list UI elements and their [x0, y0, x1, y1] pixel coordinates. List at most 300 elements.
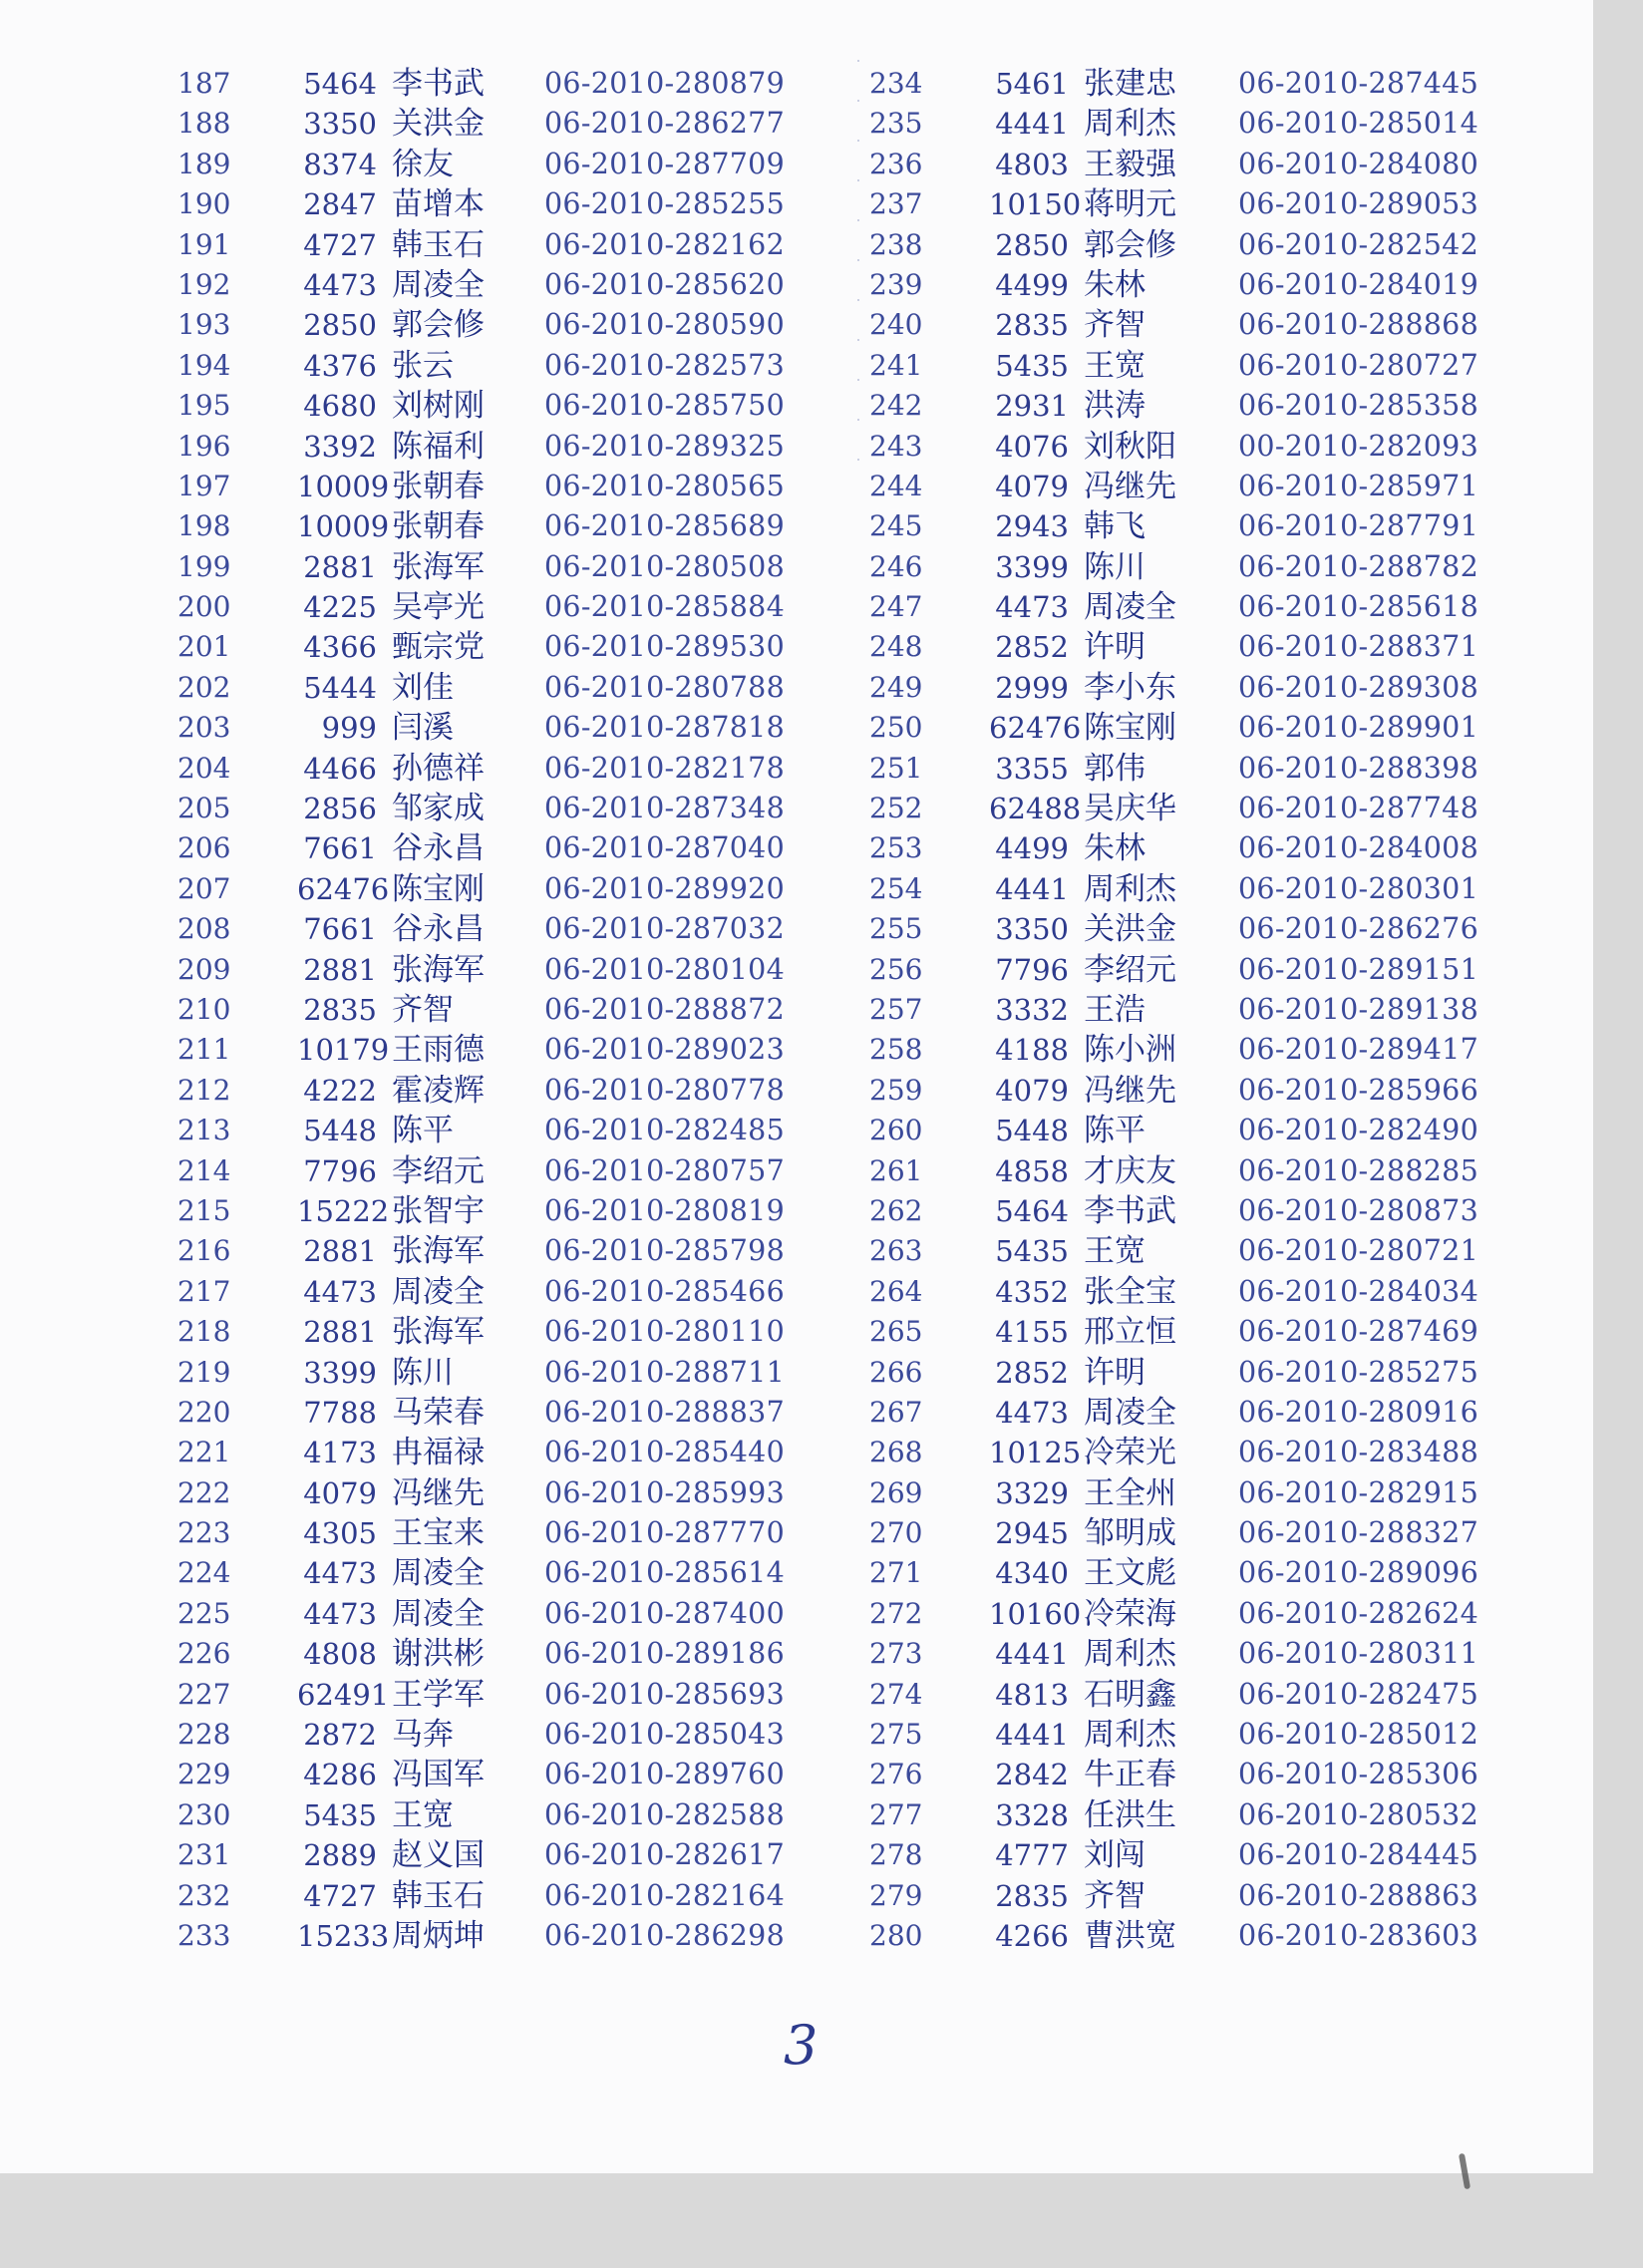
row-person-name: 周凌全 [392, 1273, 485, 1310]
row-id-number: 62476 [297, 871, 390, 906]
row-reference-code: 06-2010-289053 [1238, 187, 1479, 221]
row-sequence-number: 229 [177, 1758, 231, 1791]
row-reference-code: 06-2010-286277 [544, 107, 786, 141]
row-person-name: 陈平 [392, 1113, 454, 1149]
row-person-name: 张朝春 [392, 468, 485, 504]
row-reference-code: 06-2010-285966 [1238, 1073, 1479, 1107]
row-sequence-number: 237 [869, 187, 923, 221]
row-reference-code: 06-2010-284008 [1238, 831, 1479, 865]
row-person-name: 谷永昌 [392, 911, 485, 948]
row-id-number: 999 [321, 711, 377, 746]
row-id-number: 3392 [303, 429, 377, 464]
row-person-name: 周利杰 [1084, 1717, 1176, 1754]
row-sequence-number: 260 [869, 1114, 923, 1147]
row-sequence-number: 190 [177, 187, 231, 221]
row-reference-code: 06-2010-289151 [1238, 952, 1479, 986]
row-reference-code: 06-2010-288371 [1238, 630, 1479, 664]
row-id-number: 2835 [995, 308, 1069, 343]
row-sequence-number: 226 [177, 1637, 231, 1671]
row-sequence-number: 201 [177, 630, 231, 664]
row-reference-code: 06-2010-285466 [544, 1274, 786, 1308]
row-reference-code: 06-2010-286276 [1238, 912, 1479, 946]
row-person-name: 齐智 [392, 991, 454, 1028]
row-id-number: 2889 [303, 1838, 377, 1873]
handwritten-page-number: 3 [784, 2014, 819, 2077]
row-id-number: 2850 [995, 227, 1069, 262]
row-id-number: 7796 [995, 952, 1069, 987]
row-person-name: 张云 [392, 347, 454, 384]
row-sequence-number: 235 [869, 107, 923, 141]
row-reference-code: 06-2010-285884 [544, 590, 786, 624]
row-reference-code: 06-2010-285693 [544, 1677, 786, 1711]
row-id-number: 5435 [303, 1797, 377, 1832]
row-person-name: 石明鑫 [1084, 1676, 1176, 1713]
row-sequence-number: 242 [869, 389, 923, 423]
row-sequence-number: 203 [177, 711, 231, 745]
row-reference-code: 06-2010-282573 [544, 348, 786, 382]
row-person-name: 陈川 [1084, 548, 1146, 585]
row-person-name: 周凌全 [392, 1555, 485, 1592]
row-sequence-number: 270 [869, 1516, 923, 1550]
row-person-name: 刘树刚 [392, 388, 485, 425]
row-sequence-number: 249 [869, 670, 923, 704]
row-sequence-number: 246 [869, 549, 923, 583]
row-reference-code: 06-2010-280721 [1238, 1234, 1479, 1268]
row-id-number: 4366 [303, 630, 377, 665]
row-id-number: 7796 [303, 1153, 377, 1188]
row-id-number: 4079 [995, 469, 1069, 503]
row-reference-code: 06-2010-287032 [544, 912, 786, 946]
row-id-number: 4266 [995, 1918, 1069, 1953]
row-sequence-number: 230 [177, 1797, 231, 1831]
row-id-number: 4808 [303, 1637, 377, 1672]
row-sequence-number: 265 [869, 1315, 923, 1349]
row-sequence-number: 253 [869, 831, 923, 865]
row-id-number: 4222 [303, 1073, 377, 1108]
row-reference-code: 06-2010-288782 [1238, 549, 1479, 583]
row-sequence-number: 272 [869, 1596, 923, 1630]
row-person-name: 谷永昌 [392, 830, 485, 867]
row-sequence-number: 222 [177, 1475, 231, 1509]
row-sequence-number: 218 [177, 1315, 231, 1349]
row-reference-code: 06-2010-285440 [544, 1436, 786, 1469]
row-id-number: 3399 [303, 1355, 377, 1390]
row-reference-code: 06-2010-285750 [544, 389, 786, 423]
row-reference-code: 06-2010-280532 [1238, 1797, 1479, 1831]
row-reference-code: 06-2010-284080 [1238, 147, 1479, 180]
row-sequence-number: 264 [869, 1274, 923, 1308]
row-person-name: 周凌全 [1084, 1394, 1176, 1431]
row-sequence-number: 269 [869, 1475, 923, 1509]
row-sequence-number: 224 [177, 1556, 231, 1590]
row-person-name: 李绍元 [1084, 951, 1176, 988]
row-person-name: 冷荣光 [1084, 1435, 1176, 1471]
row-person-name: 周凌全 [392, 1595, 485, 1632]
row-person-name: 徐友 [392, 146, 454, 182]
row-reference-code: 06-2010-288837 [544, 1395, 786, 1429]
row-reference-code: 06-2010-287709 [544, 147, 786, 180]
row-sequence-number: 262 [869, 1193, 923, 1227]
row-reference-code: 06-2010-280873 [1238, 1193, 1479, 1227]
row-id-number: 2881 [303, 952, 377, 987]
row-id-number: 62491 [297, 1677, 390, 1712]
row-sequence-number: 206 [177, 831, 231, 865]
row-person-name: 霍凌辉 [392, 1072, 485, 1109]
row-id-number: 4155 [995, 1315, 1069, 1350]
row-sequence-number: 205 [177, 792, 231, 825]
row-id-number: 4473 [995, 1395, 1069, 1430]
row-id-number: 4858 [995, 1153, 1069, 1188]
row-id-number: 2881 [303, 1234, 377, 1269]
row-reference-code: 06-2010-286298 [544, 1918, 786, 1952]
row-id-number: 4473 [303, 1556, 377, 1591]
row-sequence-number: 244 [869, 469, 923, 502]
row-id-number: 2881 [303, 1315, 377, 1350]
row-id-number: 4727 [303, 227, 377, 262]
row-reference-code: 06-2010-289023 [544, 1033, 786, 1067]
row-person-name: 齐智 [1084, 1877, 1146, 1914]
row-id-number: 4499 [995, 267, 1069, 302]
row-id-number: 5444 [303, 670, 377, 705]
row-person-name: 韩飞 [1084, 508, 1146, 545]
row-person-name: 王全州 [1084, 1474, 1176, 1511]
row-reference-code: 06-2010-285012 [1238, 1718, 1479, 1752]
row-sequence-number: 213 [177, 1114, 231, 1147]
row-person-name: 李绍元 [392, 1152, 485, 1189]
row-id-number: 3328 [995, 1797, 1069, 1832]
row-id-number: 4813 [995, 1677, 1069, 1712]
row-id-number: 2850 [303, 308, 377, 343]
row-reference-code: 06-2010-280301 [1238, 871, 1479, 905]
row-sequence-number: 252 [869, 792, 923, 825]
row-id-number: 4803 [995, 147, 1069, 181]
row-id-number: 4340 [995, 1556, 1069, 1591]
row-id-number: 4499 [995, 831, 1069, 866]
row-id-number: 62476 [989, 711, 1082, 746]
row-person-name: 王宽 [1084, 1233, 1146, 1270]
row-sequence-number: 261 [869, 1153, 923, 1187]
row-person-name: 张智宇 [392, 1192, 485, 1229]
row-reference-code: 06-2010-280916 [1238, 1395, 1479, 1429]
row-person-name: 王宽 [1084, 347, 1146, 384]
row-sequence-number: 278 [869, 1838, 923, 1872]
row-sequence-number: 208 [177, 912, 231, 946]
row-person-name: 苗增本 [392, 186, 485, 223]
row-person-name: 周利杰 [1084, 870, 1176, 907]
row-person-name: 冷荣海 [1084, 1595, 1176, 1632]
row-person-name: 冯继先 [392, 1474, 485, 1511]
row-person-name: 张海军 [392, 951, 485, 988]
row-reference-code: 06-2010-282485 [544, 1114, 786, 1147]
row-id-number: 10150 [989, 187, 1082, 222]
row-id-number: 4441 [995, 1718, 1069, 1753]
row-sequence-number: 189 [177, 147, 231, 180]
row-sequence-number: 271 [869, 1556, 923, 1590]
row-sequence-number: 250 [869, 711, 923, 745]
row-sequence-number: 239 [869, 267, 923, 301]
row-id-number: 10160 [989, 1596, 1082, 1631]
row-person-name: 周利杰 [1084, 1636, 1176, 1673]
row-person-name: 冯继先 [1084, 1072, 1176, 1109]
row-sequence-number: 193 [177, 308, 231, 342]
row-person-name: 关洪金 [392, 106, 485, 143]
row-sequence-number: 209 [177, 952, 231, 986]
row-id-number: 2835 [995, 1878, 1069, 1913]
row-sequence-number: 259 [869, 1073, 923, 1107]
row-reference-code: 06-2010-287818 [544, 711, 786, 745]
row-person-name: 周利杰 [1084, 106, 1176, 143]
row-sequence-number: 200 [177, 590, 231, 624]
row-person-name: 王毅强 [1084, 146, 1176, 182]
row-person-name: 邢立恒 [1084, 1314, 1176, 1351]
row-id-number: 7788 [303, 1395, 377, 1430]
row-reference-code: 06-2010-285620 [544, 267, 786, 301]
row-id-number: 2881 [303, 549, 377, 584]
row-person-name: 刘秋阳 [1084, 428, 1176, 465]
row-person-name: 张海军 [392, 548, 485, 585]
row-sequence-number: 236 [869, 147, 923, 180]
row-reference-code: 06-2010-289308 [1238, 670, 1479, 704]
row-sequence-number: 233 [177, 1918, 231, 1952]
row-id-number: 4305 [303, 1516, 377, 1551]
row-sequence-number: 245 [869, 509, 923, 543]
row-id-number: 3350 [995, 912, 1069, 947]
row-person-name: 邹明成 [1084, 1515, 1176, 1552]
row-sequence-number: 228 [177, 1718, 231, 1752]
row-person-name: 马荣春 [392, 1394, 485, 1431]
row-sequence-number: 234 [869, 67, 923, 100]
row-reference-code: 06-2010-287469 [1238, 1315, 1479, 1349]
row-reference-code: 06-2010-285993 [544, 1475, 786, 1509]
row-id-number: 10009 [297, 509, 390, 544]
row-id-number: 15233 [297, 1918, 390, 1953]
row-id-number: 2943 [995, 509, 1069, 544]
row-sequence-number: 263 [869, 1234, 923, 1268]
row-sequence-number: 202 [177, 670, 231, 704]
row-person-name: 齐智 [1084, 307, 1146, 344]
row-reference-code: 06-2010-280778 [544, 1073, 786, 1107]
row-sequence-number: 275 [869, 1718, 923, 1752]
row-sequence-number: 241 [869, 348, 923, 382]
row-id-number: 3329 [995, 1475, 1069, 1510]
row-reference-code: 06-2010-280788 [544, 670, 786, 704]
row-person-name: 洪涛 [1084, 388, 1146, 425]
row-id-number: 5461 [995, 67, 1069, 101]
row-sequence-number: 216 [177, 1234, 231, 1268]
row-person-name: 关洪金 [1084, 911, 1176, 948]
row-reference-code: 06-2010-283603 [1238, 1918, 1479, 1952]
row-person-name: 王文彪 [1084, 1555, 1176, 1592]
row-id-number: 5448 [995, 1114, 1069, 1148]
row-person-name: 周凌全 [392, 266, 485, 303]
row-id-number: 4441 [995, 1637, 1069, 1672]
row-id-number: 2852 [995, 630, 1069, 665]
row-reference-code: 06-2010-288711 [544, 1355, 786, 1389]
row-sequence-number: 277 [869, 1797, 923, 1831]
row-reference-code: 06-2010-287791 [1238, 509, 1479, 543]
row-person-name: 曹洪宽 [1084, 1917, 1176, 1954]
row-sequence-number: 243 [869, 429, 923, 463]
row-person-name: 郭伟 [1084, 750, 1146, 787]
row-id-number: 5435 [995, 1234, 1069, 1269]
row-person-name: 闫溪 [392, 710, 454, 747]
row-person-name: 陈川 [392, 1354, 454, 1391]
row-reference-code: 06-2010-289530 [544, 630, 786, 664]
row-reference-code: 06-2010-288868 [1238, 308, 1479, 342]
row-id-number: 4473 [995, 590, 1069, 625]
row-person-name: 甄宗党 [392, 629, 485, 666]
row-sequence-number: 191 [177, 227, 231, 261]
row-reference-code: 06-2010-280727 [1238, 348, 1479, 382]
row-reference-code: 06-2010-287400 [544, 1596, 786, 1630]
row-reference-code: 06-2010-280757 [544, 1153, 786, 1187]
row-id-number: 4076 [995, 429, 1069, 464]
row-sequence-number: 221 [177, 1436, 231, 1469]
row-sequence-number: 227 [177, 1677, 231, 1711]
row-id-number: 4225 [303, 590, 377, 625]
row-reference-code: 06-2010-285014 [1238, 107, 1479, 141]
row-id-number: 5464 [303, 67, 377, 101]
row-sequence-number: 211 [177, 1033, 231, 1067]
row-person-name: 朱林 [1084, 266, 1146, 303]
row-person-name: 任洪生 [1084, 1796, 1176, 1833]
row-id-number: 2842 [995, 1758, 1069, 1792]
row-reference-code: 06-2010-284019 [1238, 267, 1479, 301]
row-id-number: 3355 [995, 751, 1069, 786]
row-reference-code: 06-2010-285043 [544, 1718, 786, 1752]
row-id-number: 4473 [303, 267, 377, 302]
row-id-number: 7661 [303, 912, 377, 947]
row-sequence-number: 274 [869, 1677, 923, 1711]
row-person-name: 谢洪彬 [392, 1636, 485, 1673]
row-sequence-number: 212 [177, 1073, 231, 1107]
row-reference-code: 06-2010-285275 [1238, 1355, 1479, 1389]
row-person-name: 王雨德 [392, 1032, 485, 1069]
row-person-name: 李小东 [1084, 669, 1176, 706]
row-reference-code: 06-2010-287445 [1238, 67, 1479, 100]
row-reference-code: 06-2010-282178 [544, 751, 786, 785]
row-sequence-number: 223 [177, 1516, 231, 1550]
row-id-number: 10125 [989, 1436, 1082, 1470]
row-id-number: 5464 [995, 1193, 1069, 1228]
row-person-name: 冉福禄 [392, 1435, 485, 1471]
row-reference-code: 06-2010-284445 [1238, 1838, 1479, 1872]
row-reference-code: 06-2010-289138 [1238, 992, 1479, 1026]
row-id-number: 5448 [303, 1114, 377, 1148]
row-reference-code: 06-2010-280590 [544, 308, 786, 342]
row-reference-code: 06-2010-285614 [544, 1556, 786, 1590]
row-person-name: 王浩 [1084, 991, 1146, 1028]
row-id-number: 4441 [995, 107, 1069, 142]
row-id-number: 5435 [995, 348, 1069, 383]
row-reference-code: 06-2010-285971 [1238, 469, 1479, 502]
row-sequence-number: 279 [869, 1878, 923, 1912]
row-reference-code: 06-2010-285689 [544, 509, 786, 543]
row-person-name: 李书武 [392, 66, 485, 102]
row-person-name: 周凌全 [1084, 589, 1176, 626]
row-person-name: 郭会修 [1084, 226, 1176, 263]
row-sequence-number: 197 [177, 469, 231, 502]
row-sequence-number: 247 [869, 590, 923, 624]
binding-dots [857, 60, 859, 479]
row-person-name: 陈宝刚 [392, 870, 485, 907]
row-reference-code: 06-2010-280819 [544, 1193, 786, 1227]
row-reference-code: 06-2010-282542 [1238, 227, 1479, 261]
row-reference-code: 06-2010-289186 [544, 1637, 786, 1671]
row-person-name: 王宽 [392, 1796, 454, 1833]
row-reference-code: 06-2010-280110 [544, 1315, 786, 1349]
row-id-number: 2931 [995, 389, 1069, 424]
row-reference-code: 06-2010-289096 [1238, 1556, 1479, 1590]
row-reference-code: 06-2010-288872 [544, 992, 786, 1026]
row-reference-code: 06-2010-282624 [1238, 1596, 1479, 1630]
row-person-name: 许明 [1084, 1354, 1146, 1391]
row-id-number: 4079 [303, 1475, 377, 1510]
row-sequence-number: 207 [177, 871, 231, 905]
row-person-name: 吴亭光 [392, 589, 485, 626]
row-reference-code: 06-2010-280104 [544, 952, 786, 986]
row-sequence-number: 256 [869, 952, 923, 986]
row-reference-code: 06-2010-280508 [544, 549, 786, 583]
row-sequence-number: 187 [177, 67, 231, 100]
row-reference-code: 06-2010-285798 [544, 1234, 786, 1268]
row-person-name: 陈平 [1084, 1113, 1146, 1149]
row-reference-code: 06-2010-287748 [1238, 792, 1479, 825]
row-reference-code: 06-2010-289325 [544, 429, 786, 463]
row-id-number: 3399 [995, 549, 1069, 584]
row-person-name: 王宝来 [392, 1515, 485, 1552]
row-reference-code: 06-2010-280879 [544, 67, 786, 100]
row-sequence-number: 255 [869, 912, 923, 946]
row-sequence-number: 220 [177, 1395, 231, 1429]
row-person-name: 赵义国 [392, 1837, 485, 1874]
row-id-number: 4680 [303, 389, 377, 424]
row-reference-code: 06-2010-280565 [544, 469, 786, 502]
row-sequence-number: 215 [177, 1193, 231, 1227]
row-sequence-number: 195 [177, 389, 231, 423]
row-sequence-number: 232 [177, 1878, 231, 1912]
row-reference-code: 06-2010-283488 [1238, 1436, 1479, 1469]
row-id-number: 3350 [303, 107, 377, 142]
row-person-name: 韩玉石 [392, 1877, 485, 1914]
row-person-name: 周炳坤 [392, 1917, 485, 1954]
row-person-name: 刘佳 [392, 669, 454, 706]
row-sequence-number: 266 [869, 1355, 923, 1389]
row-reference-code: 06-2010-288327 [1238, 1516, 1479, 1550]
row-person-name: 孙德祥 [392, 750, 485, 787]
row-sequence-number: 225 [177, 1596, 231, 1630]
row-reference-code: 06-2010-287348 [544, 792, 786, 825]
row-id-number: 3332 [995, 992, 1069, 1027]
row-id-number: 4473 [303, 1274, 377, 1309]
row-reference-code: 06-2010-280311 [1238, 1637, 1479, 1671]
row-reference-code: 00-2010-282093 [1238, 429, 1479, 463]
row-person-name: 邹家成 [392, 791, 485, 827]
row-person-name: 陈小洲 [1084, 1032, 1176, 1069]
row-id-number: 4352 [995, 1274, 1069, 1309]
row-sequence-number: 280 [869, 1918, 923, 1952]
row-id-number: 62488 [989, 792, 1082, 826]
row-sequence-number: 257 [869, 992, 923, 1026]
row-person-name: 牛正春 [1084, 1757, 1176, 1793]
row-person-name: 才庆友 [1084, 1152, 1176, 1189]
row-person-name: 陈福利 [392, 428, 485, 465]
row-id-number: 4376 [303, 348, 377, 383]
row-id-number: 8374 [303, 147, 377, 181]
row-person-name: 张全宝 [1084, 1273, 1176, 1310]
row-id-number: 4473 [303, 1596, 377, 1631]
row-sequence-number: 238 [869, 227, 923, 261]
